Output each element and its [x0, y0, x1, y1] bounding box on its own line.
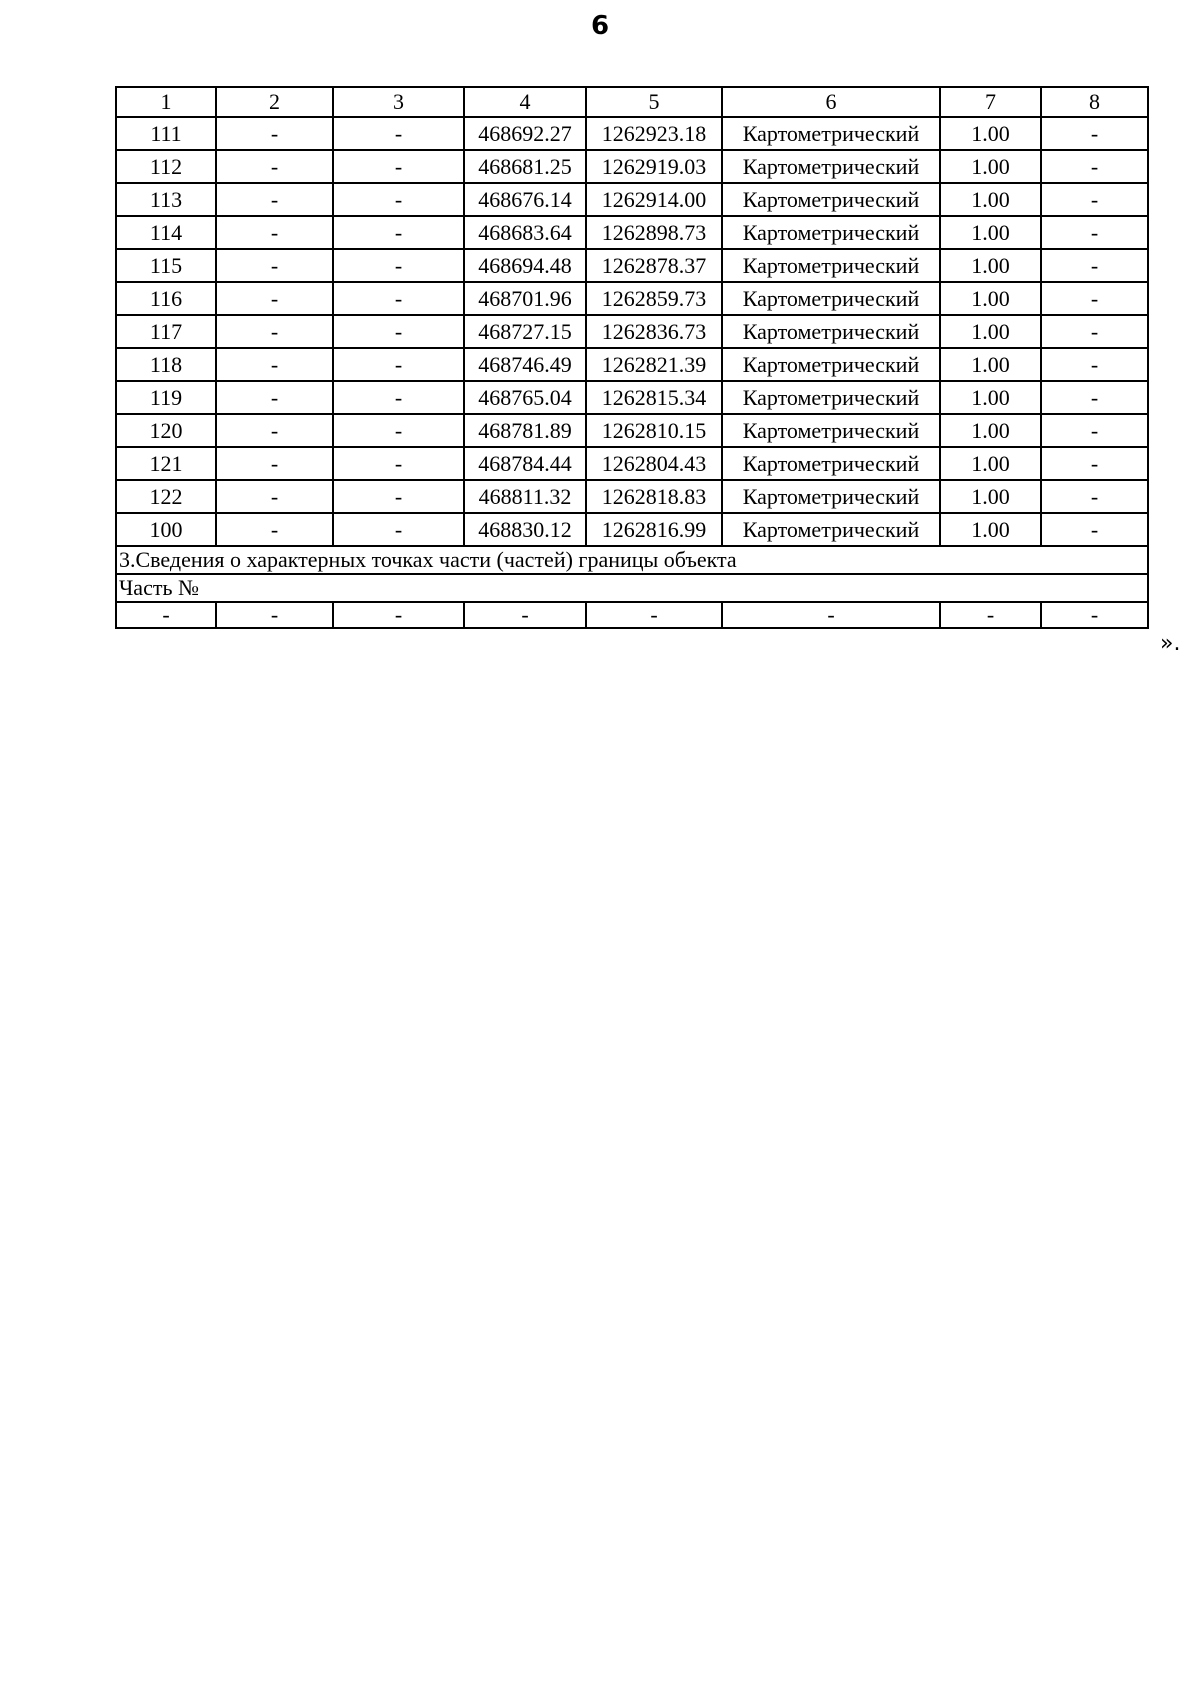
table-cell: 100	[116, 513, 216, 546]
table-row	[116, 315, 1148, 348]
column-header: 6	[722, 87, 940, 117]
table-cell: -	[216, 602, 333, 628]
table-cell: -	[464, 602, 586, 628]
table-cell: -	[216, 249, 333, 282]
table-row	[116, 117, 1148, 150]
table-cell: -	[216, 315, 333, 348]
table-cell: 468683.64	[464, 216, 586, 249]
table-cell: Картометрический	[722, 447, 940, 480]
table-cell: -	[1041, 117, 1148, 150]
table-cell: 468676.14	[464, 183, 586, 216]
table-cell: -	[333, 315, 464, 348]
table-cell: -	[722, 602, 940, 628]
table-cell: 1.00	[940, 183, 1041, 216]
table-cell: 120	[116, 414, 216, 447]
table-cell: 1262804.43	[586, 447, 722, 480]
table-cell: -	[1041, 249, 1148, 282]
table-cell: 112	[116, 150, 216, 183]
table-cell: 111	[116, 117, 216, 150]
table-cell: 1.00	[940, 216, 1041, 249]
table-cell: -	[333, 216, 464, 249]
table-cell: 1262818.83	[586, 480, 722, 513]
table-cell: -	[1041, 480, 1148, 513]
table-cell: 1.00	[940, 447, 1041, 480]
table-row	[116, 447, 1148, 480]
part-label: Часть №	[116, 574, 1148, 602]
table-cell: 1262923.18	[586, 117, 722, 150]
table-cell: 1262816.99	[586, 513, 722, 546]
coordinates-table	[115, 86, 1149, 629]
table-cell: 122	[116, 480, 216, 513]
table-cell: -	[333, 447, 464, 480]
table-cell: Картометрический	[722, 414, 940, 447]
table-cell: 118	[116, 348, 216, 381]
table-cell: -	[333, 480, 464, 513]
table-cell: 117	[116, 315, 216, 348]
table-cell: 119	[116, 381, 216, 414]
table-cell: Картометрический	[722, 480, 940, 513]
table-cell: -	[216, 447, 333, 480]
closing-quote: ».	[1160, 631, 1181, 656]
table-cell: -	[216, 150, 333, 183]
section-title: 3.Сведения о характерных точках части (частей) границы объекта	[116, 546, 1148, 574]
column-header: 4	[464, 87, 586, 117]
table-cell: Картометрический	[722, 216, 940, 249]
table-cell: -	[333, 282, 464, 315]
table-cell: -	[216, 282, 333, 315]
table-cell: Картометрический	[722, 150, 940, 183]
column-header: 1	[116, 87, 216, 117]
table-cell: 468727.15	[464, 315, 586, 348]
table-cell: -	[216, 414, 333, 447]
table-row	[116, 216, 1148, 249]
table-cell: -	[216, 183, 333, 216]
table-cell: 1262815.34	[586, 381, 722, 414]
column-header: 2	[216, 87, 333, 117]
table-cell: 1.00	[940, 381, 1041, 414]
table-cell: 115	[116, 249, 216, 282]
table-row	[116, 282, 1148, 315]
table-cell: 121	[116, 447, 216, 480]
table-cell: 1.00	[940, 348, 1041, 381]
table-cell: 1262810.15	[586, 414, 722, 447]
table-row	[116, 480, 1148, 513]
column-header: 3	[333, 87, 464, 117]
table-cell: -	[1041, 315, 1148, 348]
page-number: 6	[590, 11, 610, 41]
table-cell: 1.00	[940, 117, 1041, 150]
table-cell: 1.00	[940, 249, 1041, 282]
table-cell: -	[1041, 183, 1148, 216]
table-cell: -	[216, 348, 333, 381]
table-cell: -	[333, 348, 464, 381]
table-cell: 1.00	[940, 414, 1041, 447]
table-cell: -	[116, 602, 216, 628]
table-row	[116, 414, 1148, 447]
table-cell: -	[586, 602, 722, 628]
table-cell: 468781.89	[464, 414, 586, 447]
table-cell: 1262878.37	[586, 249, 722, 282]
table-row	[116, 513, 1148, 546]
table-cell: Картометрический	[722, 348, 940, 381]
table-cell: Картометрический	[722, 249, 940, 282]
table-cell: 1262821.39	[586, 348, 722, 381]
table-cell: 1.00	[940, 282, 1041, 315]
table-cell: 116	[116, 282, 216, 315]
table-cell: 468692.27	[464, 117, 586, 150]
table-cell: 468701.96	[464, 282, 586, 315]
column-header: 7	[940, 87, 1041, 117]
table-cell: 468765.04	[464, 381, 586, 414]
part-label-row	[116, 574, 1148, 602]
table-cell: 1262919.03	[586, 150, 722, 183]
table-row	[116, 249, 1148, 282]
table-cell: -	[216, 381, 333, 414]
table-cell: 468681.25	[464, 150, 586, 183]
table-cell: 113	[116, 183, 216, 216]
table-cell: Картометрический	[722, 315, 940, 348]
table-row	[116, 150, 1148, 183]
table-cell: 1.00	[940, 480, 1041, 513]
table-cell: -	[216, 117, 333, 150]
table-cell: -	[333, 183, 464, 216]
table-cell: -	[1041, 513, 1148, 546]
section-title-row	[116, 546, 1148, 574]
table-cell: 468830.12	[464, 513, 586, 546]
table-cell: -	[333, 513, 464, 546]
table-cell: 1.00	[940, 150, 1041, 183]
table-cell: -	[216, 480, 333, 513]
table-row	[116, 183, 1148, 216]
table-cell: 1262898.73	[586, 216, 722, 249]
table-cell: -	[333, 249, 464, 282]
table-cell: -	[333, 381, 464, 414]
table-row	[116, 381, 1148, 414]
table-cell: -	[940, 602, 1041, 628]
table-cell: 114	[116, 216, 216, 249]
table-cell: -	[1041, 602, 1148, 628]
table-cell: -	[333, 414, 464, 447]
table-cell: -	[1041, 447, 1148, 480]
table-cell: Картометрический	[722, 282, 940, 315]
table-cell: -	[333, 117, 464, 150]
table-cell: 468811.32	[464, 480, 586, 513]
table-cell: -	[216, 216, 333, 249]
table-body	[116, 87, 1148, 628]
table-header-row	[116, 87, 1148, 117]
table-cell: -	[1041, 150, 1148, 183]
table-cell: -	[1041, 414, 1148, 447]
table-cell: Картометрический	[722, 183, 940, 216]
table-cell: -	[216, 513, 333, 546]
table-cell: 1.00	[940, 315, 1041, 348]
table-cell: Картометрический	[722, 513, 940, 546]
table-cell: -	[1041, 381, 1148, 414]
column-header: 5	[586, 87, 722, 117]
table-cell: Картометрический	[722, 381, 940, 414]
table-cell: 1262836.73	[586, 315, 722, 348]
table-cell: 468746.49	[464, 348, 586, 381]
empty-row	[116, 602, 1148, 628]
table-cell: Картометрический	[722, 117, 940, 150]
table-cell: -	[1041, 348, 1148, 381]
table-cell: 468694.48	[464, 249, 586, 282]
table-cell: -	[333, 602, 464, 628]
table-row	[116, 348, 1148, 381]
column-header: 8	[1041, 87, 1148, 117]
table-cell: 468784.44	[464, 447, 586, 480]
table-cell: -	[1041, 216, 1148, 249]
table-cell: 1.00	[940, 513, 1041, 546]
table-cell: 1262914.00	[586, 183, 722, 216]
table-cell: 1262859.73	[586, 282, 722, 315]
table-cell: -	[333, 150, 464, 183]
table-cell: -	[1041, 282, 1148, 315]
